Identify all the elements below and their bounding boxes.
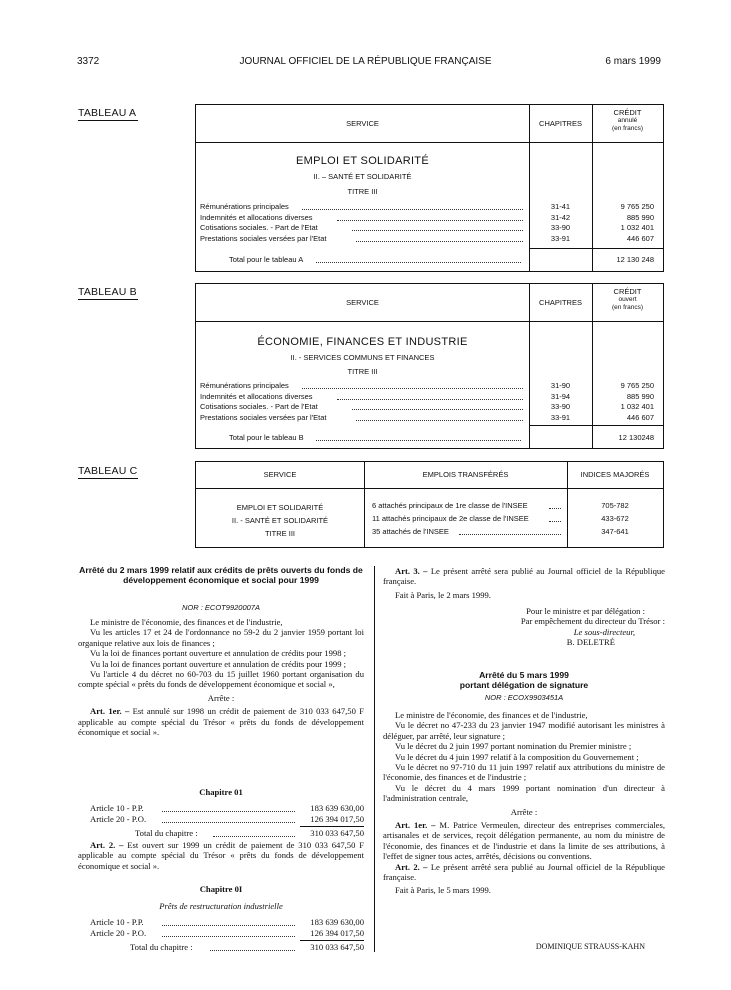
indices-row: 705-782: [601, 501, 629, 510]
col-credit: CRÉDIT ouvert (en francs): [611, 287, 644, 311]
row-chapitre: 33-91: [550, 412, 571, 422]
row-amount: 1 032 401: [620, 402, 654, 411]
indices-row: 433-672: [601, 514, 629, 523]
row-amount: 885 990: [626, 391, 654, 401]
nor-2: NOR : ECOX9903451A: [484, 693, 564, 702]
col-chapitres: CHAPITRES: [539, 119, 582, 128]
left-preamble: Le ministre de l'économie, des finances et de l'industrie, Vu les articles 17 et 24 de l'ordonnance no 59-2 du 2 janvier 1959 portant loi organique relative aux lois de finances ; Vu la loi de finances portant ouverture et annulation de crédits pour 1998 ; Vu la loi de finances portant ouverture et annulation de crédits pour 1999 ; Vu l'article 4 du décret no 60-703 du 15 juillet 1960 portant organisation du compte spécial « prêts du fonds de développement économique et social », Arrête : Art. 1er. – Est annulé sur 1998 un crédit de paiement de 310 033 647,50 F applicable au compte spécial du Trésor « prêts du fonds de développement économique et social ».: [78, 617, 364, 738]
indices-row: 347-641: [601, 527, 629, 536]
col-service: SERVICE: [263, 470, 297, 479]
tableau-b: [195, 283, 664, 449]
chap1-total: 310 033 647,50: [310, 828, 364, 838]
emploi-row: 6 attachés principaux de 1re classe de l'INSEE: [372, 501, 528, 510]
row-chapitre: 33-90: [550, 223, 571, 232]
emploi-row: 35 attachés de l'INSEE: [372, 527, 449, 536]
emploi-row: 11 attachés principaux de 2e classe de l'INSEE: [372, 514, 529, 523]
total-amount: 12 130248: [618, 433, 654, 442]
tableau-a: [195, 104, 664, 272]
section-title: II. – SANTÉ ET SOLIDARITÉ: [313, 172, 412, 181]
signature-block-1: Pour le ministre et par délégation : Par empêchement du directeur du Trésor : Le sous-directeur, B. DELETRÉ: [520, 606, 665, 648]
service-block: EMPLOI ET SOLIDARITÉ II. - SANTÉ ET SOLIDARITÉ TITRE III: [231, 503, 329, 538]
col-emplois: EMPLOIS TRANSFÉRÉS: [422, 470, 509, 479]
article-label: Article 20 - P.O.: [90, 928, 147, 938]
chapitre-0i: Chapitre 0I: [199, 884, 243, 894]
article-amount: 183 639 630,00: [310, 803, 364, 813]
chap2-total: 310 033 647,50: [310, 942, 364, 952]
chapitre-01: Chapitre 01: [199, 787, 243, 797]
signature-minister: DOMINIQUE STRAUSS-KAHN: [535, 942, 645, 951]
right-preamble: Le ministre de l'économie, des finances et de l'industrie, Vu le décret no 47-233 du 23 janvier 1947 modifié autorisant les ministres à déléguer, par arrêté, leur signature ; Vu le décret du 2 juin 1997 portant nomination du Premier ministre ; Vu le décret du 4 juin 1997 relatif à la composition du Gouvernement ; Vu le décret no 97-710 du 11 juin 1997 relatif aux attributions du ministre de l'économie, des finances et de l'industrie ; Vu le décret du 4 mars 1999 portant nomination d'un directeur à l'administration centrale, Arrête : Art. 1er. – M. Patrice Vermeulen, directeur des entreprises commerciales, artisanales et de services, reçoit délégation permanente, au nom du ministre de l'économie, des finances et de l'industrie et dans la limite de ses attributions, à l'effet de signer tous actes, arrêtés, décisions ou conventions. Art. 2. – Le présent arrêté sera publié au Journal officiel de la République française. Fait à Paris, le 5 mars 1999.: [383, 710, 665, 895]
row-label: Cotisations sociales. - Part de l'Etat: [200, 402, 318, 411]
row-label: Cotisations sociales. - Part de l'Etat: [200, 223, 318, 232]
col-indices: INDICES MAJORÉS: [580, 470, 650, 479]
row-label: Prestations sociales versées par l'Etat: [200, 233, 327, 243]
row-amount: 1 032 401: [620, 223, 654, 232]
arrete-title-2: Arrêté du 5 mars 1999 portant délégation de signature: [459, 670, 589, 690]
article-2: Art. 2. – Est ouvert sur 1999 un crédit de paiement de 310 033 647,50 F applicable au compte spécial du Trésor « prêts du fonds de développement économique et social ».: [78, 840, 364, 871]
ministry-title: EMPLOI ET SOLIDARITÉ: [296, 155, 429, 167]
article-label: Article 20 - P.O.: [90, 814, 147, 824]
col-chapitres: CHAPITRES: [539, 298, 582, 307]
article-3: Art. 3. – Le présent arrêté sera publié au Journal officiel de la République française. Fait à Paris, le 2 mars 1999.: [383, 566, 665, 600]
row-label: Rémunérations principales: [200, 381, 289, 390]
row-amount: 9 765 250: [620, 202, 654, 211]
tableau-c-label: TABLEAU C: [78, 465, 138, 477]
row-label: Indemnités et allocations diverses: [200, 391, 313, 401]
nor-1: NOR : ECOT9920007A: [182, 603, 260, 612]
journal-title: JOURNAL OFFICIEL DE LA RÉPUBLIQUE FRANÇAISE: [239, 56, 492, 67]
article-amount: 126 394 017,50: [310, 928, 364, 938]
row-amount: 446 607: [626, 412, 654, 422]
article-amount: 183 639 630,00: [310, 917, 364, 927]
col-service: SERVICE: [346, 298, 379, 307]
row-label: Prestations sociales versées par l'Etat: [200, 412, 327, 422]
page-number: 3372: [77, 56, 100, 67]
row-chapitre: 33-90: [550, 402, 571, 411]
article-amount: 126 394 017,50: [310, 814, 364, 824]
chap2-total-label: Total du chapitre :: [130, 942, 193, 952]
row-label: Indemnités et allocations diverses: [200, 212, 313, 222]
article-label: Article 10 - P.P.: [90, 803, 144, 813]
tableau-b-label: TABLEAU B: [78, 286, 137, 298]
chapitre-subtitle: Prêts de restructuration industrielle: [159, 901, 283, 911]
row-chapitre: 31-90: [550, 381, 571, 390]
row-amount: 885 990: [626, 212, 654, 222]
row-chapitre: 31-41: [550, 202, 571, 211]
row-chapitre: 33-91: [550, 233, 571, 243]
titre: TITRE III: [347, 367, 378, 376]
article-label: Article 10 - P.P.: [90, 917, 144, 927]
tableau-c: [195, 461, 664, 548]
ministry-title: ÉCONOMIE, FINANCES ET INDUSTRIE: [257, 336, 468, 348]
col-service: SERVICE: [346, 119, 379, 128]
row-amount: 446 607: [626, 233, 654, 243]
total-amount: 12 130 248: [616, 255, 654, 264]
total-label: Total pour le tableau B: [229, 433, 304, 442]
row-chapitre: 31-42: [550, 212, 571, 222]
titre: TITRE III: [347, 187, 378, 196]
row-chapitre: 31-94: [550, 391, 571, 401]
total-label: Total pour le tableau A: [229, 255, 304, 264]
row-amount: 9 765 250: [620, 381, 654, 390]
section-title: II. - SERVICES COMMUNS ET FINANCES: [290, 353, 435, 362]
row-label: Rémunérations principales: [200, 202, 289, 211]
arrete-title-1: Arrêté du 2 mars 1999 relatif aux crédits de prêts ouverts du fonds de développement économique et social pour 1999: [79, 565, 363, 585]
col-credit: CRÉDIT annulé (en francs): [611, 108, 644, 132]
issue-date: 6 mars 1999: [605, 56, 661, 67]
chap1-total-label: Total du chapitre :: [135, 828, 198, 838]
tableau-a-label: TABLEAU A: [78, 107, 137, 119]
